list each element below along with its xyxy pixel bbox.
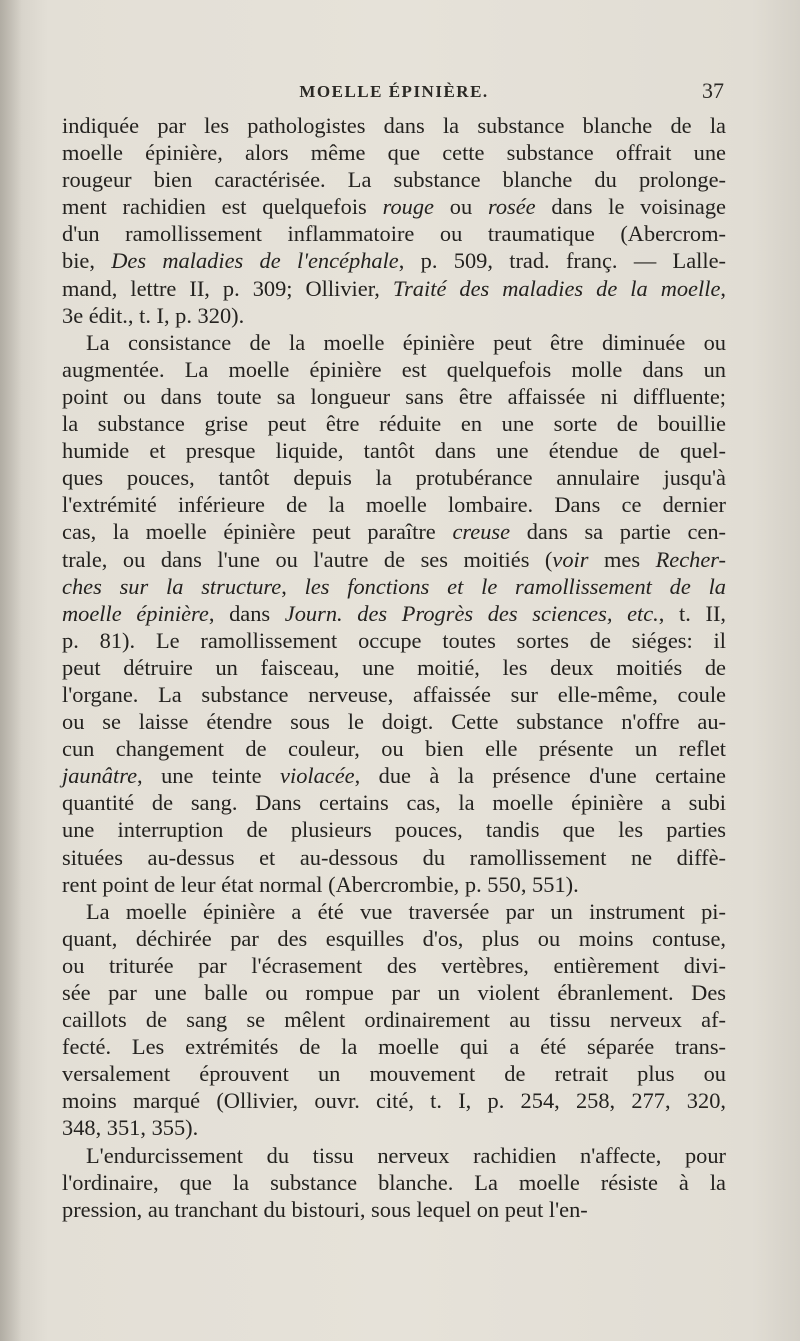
text-run: , due à la présence d'une certaine xyxy=(354,763,726,789)
italic-text: rosée xyxy=(487,194,536,220)
text-run: moelle épinière, alors même que cette substance offrait une xyxy=(62,140,726,166)
text-line xyxy=(62,220,726,247)
text-run: , dans xyxy=(208,600,285,626)
text-run: L'endurcissement du tissu nerveux rachidien n'affecte, pour xyxy=(86,1142,726,1168)
text-line xyxy=(62,275,726,302)
text-run: mes xyxy=(588,546,656,572)
text-run: , p. 509, trad. franç. — Lalle- xyxy=(398,248,726,274)
text-run: trale, ou dans l'une ou l'autre de ses moitiés ( xyxy=(62,546,553,572)
text-run: indiquée par les pathologistes dans la substance blanche de la xyxy=(62,113,726,138)
text-line xyxy=(62,464,726,491)
text-line xyxy=(62,1169,726,1196)
text-run: La moelle épinière a été vue traversée par un instrument pi- xyxy=(86,898,726,924)
text-run: caillots de sang se mêlent ordinairement au tissu nerveux af- xyxy=(62,1007,726,1033)
text-run: rougeur bien caractérisée. La substance blanche du prolonge- xyxy=(62,167,726,193)
text-line xyxy=(62,247,726,274)
text-line xyxy=(62,193,726,220)
text-line xyxy=(62,356,726,383)
text-run: p. 81). Le ramollissement occupe toutes sortes de siéges: il xyxy=(62,627,726,653)
text-line xyxy=(62,139,726,166)
text-run: pression, au tranchant du bistouri, sous lequel on peut l'en- xyxy=(62,1196,588,1222)
text-line xyxy=(62,518,726,545)
italic-text: moelle épinière xyxy=(62,600,209,626)
text-run: ou xyxy=(433,194,488,220)
text-run: , xyxy=(281,573,305,599)
text-line xyxy=(62,600,726,627)
text-line xyxy=(62,898,726,925)
italic-text: Traité des maladies de la moelle xyxy=(392,275,721,301)
text-line xyxy=(62,925,726,952)
italic-text: les fonctions et le ramollissement de la xyxy=(304,573,726,599)
text-line xyxy=(62,627,726,654)
text-run: ment rachidien est quelquefois xyxy=(62,194,383,220)
text-run: situées au-dessus et au-dessous du ramollissement ne diffè- xyxy=(62,844,726,870)
text-line xyxy=(62,1087,726,1114)
text-line xyxy=(62,1006,726,1033)
text-line xyxy=(62,329,726,356)
text-run: La consistance de la moelle épinière peut être diminuée ou xyxy=(86,329,726,355)
text-run: versalement éprouvent un mouvement de retrait plus ou xyxy=(62,1061,726,1087)
italic-text: voir xyxy=(552,546,589,572)
text-run: quant, déchirée par des esquilles d'os, plus ou moins contuse, xyxy=(62,925,726,951)
text-run: cun changement de couleur, ou bien elle présente un reflet xyxy=(62,736,726,762)
text-run: l'ordinaire, que la substance blanche. La moelle résiste à la xyxy=(62,1169,726,1195)
text-line xyxy=(62,166,726,193)
text-line xyxy=(62,1060,726,1087)
text-run: ques pouces, tantôt depuis la protubérance annulaire jusqu'à xyxy=(62,465,726,491)
text-run: une interruption de plusieurs pouces, tandis que les parties xyxy=(62,817,726,843)
text-run: peut détruire un faisceau, une moitié, les deux moitiés de xyxy=(62,654,726,680)
text-run: moins marqué (Ollivier, ouvr. cité, t. I, p. 254, 258, 277, 320, xyxy=(62,1088,726,1114)
text-line xyxy=(62,491,726,518)
text-line xyxy=(62,112,726,139)
text-line xyxy=(62,546,726,573)
text-run: dans sa partie cen- xyxy=(510,519,726,545)
body-text xyxy=(62,112,726,1223)
text-run: ou se laisse étendre sous le doigt. Cette substance n'offre au- xyxy=(62,709,726,735)
text-run: l'extrémité inférieure de la moelle lombaire. Dans ce dernier xyxy=(62,492,726,518)
text-line xyxy=(62,573,726,600)
text-line xyxy=(62,383,726,410)
text-line xyxy=(62,681,726,708)
text-run: cas, la moelle épinière peut paraître xyxy=(62,519,453,545)
italic-text: violacée xyxy=(280,763,355,789)
italic-text: Journ. des Progrès des sciences, etc. xyxy=(284,600,659,626)
text-line xyxy=(62,844,726,871)
text-run: , t. II, xyxy=(658,600,727,626)
text-run: bie, xyxy=(62,248,112,274)
text-line xyxy=(62,410,726,437)
text-line xyxy=(62,871,726,898)
text-line xyxy=(62,816,726,843)
text-line xyxy=(62,1033,726,1060)
italic-text: creuse xyxy=(452,519,511,545)
text-run: , xyxy=(720,275,726,301)
page-number: 37 xyxy=(702,78,724,103)
text-run: l'organe. La substance nerveuse, affaissée sur elle-même, coule xyxy=(62,681,726,707)
text-line xyxy=(62,1114,726,1141)
text-line xyxy=(62,437,726,464)
text-line xyxy=(62,708,726,735)
text-line xyxy=(62,762,726,789)
page-header xyxy=(62,78,726,108)
text-run: fecté. Les extrémités de la moelle qui a été séparée trans- xyxy=(62,1034,726,1060)
italic-text: rouge xyxy=(382,194,434,220)
text-run: ou triturée par l'écrasement des vertèbres, entièrement divi- xyxy=(62,952,726,978)
text-run: , une teinte xyxy=(137,763,281,789)
text-run: 3e édit., t. I, p. 320). xyxy=(62,302,245,328)
text-run: la substance grise peut être réduite en une sorte de bouillie xyxy=(62,411,726,437)
text-line xyxy=(62,654,726,681)
italic-text: ches sur la structure xyxy=(62,573,282,599)
italic-text: jaunâtre xyxy=(62,763,138,789)
page-gutter-shadow xyxy=(0,0,22,1341)
text-line xyxy=(62,735,726,762)
text-run: rent point de leur état normal (Abercrombie, p. 550, 551). xyxy=(62,871,579,897)
running-head: MOELLE ÉPINIÈRE. xyxy=(299,82,489,101)
text-line xyxy=(62,952,726,979)
text-run: humide et presque liquide, tantôt dans une étendue de quel- xyxy=(62,438,726,464)
text-run: mand, lettre II, p. 309; Ollivier, xyxy=(62,275,393,301)
text-run: augmentée. La moelle épinière est quelquefois molle dans un xyxy=(62,356,726,382)
text-run: d'un ramollissement inflammatoire ou traumatique (Abercrom- xyxy=(62,221,726,247)
text-line xyxy=(62,979,726,1006)
text-line xyxy=(62,1196,726,1223)
text-run: sée par une balle ou rompue par un violent ébranlement. Des xyxy=(62,980,726,1005)
text-run: point ou dans toute sa longueur sans être affaissée ni diffluente; xyxy=(62,383,726,409)
text-line xyxy=(62,789,726,816)
text-run: dans le voisinage xyxy=(535,194,726,220)
text-line xyxy=(62,1142,726,1169)
text-run: 348, 351, 355). xyxy=(62,1115,199,1141)
text-run: quantité de sang. Dans certains cas, la moelle épinière a subi xyxy=(62,790,726,816)
italic-text: Des maladies de l'encéphale xyxy=(111,248,399,274)
italic-text: Recher- xyxy=(655,546,727,572)
text-line xyxy=(62,302,726,329)
